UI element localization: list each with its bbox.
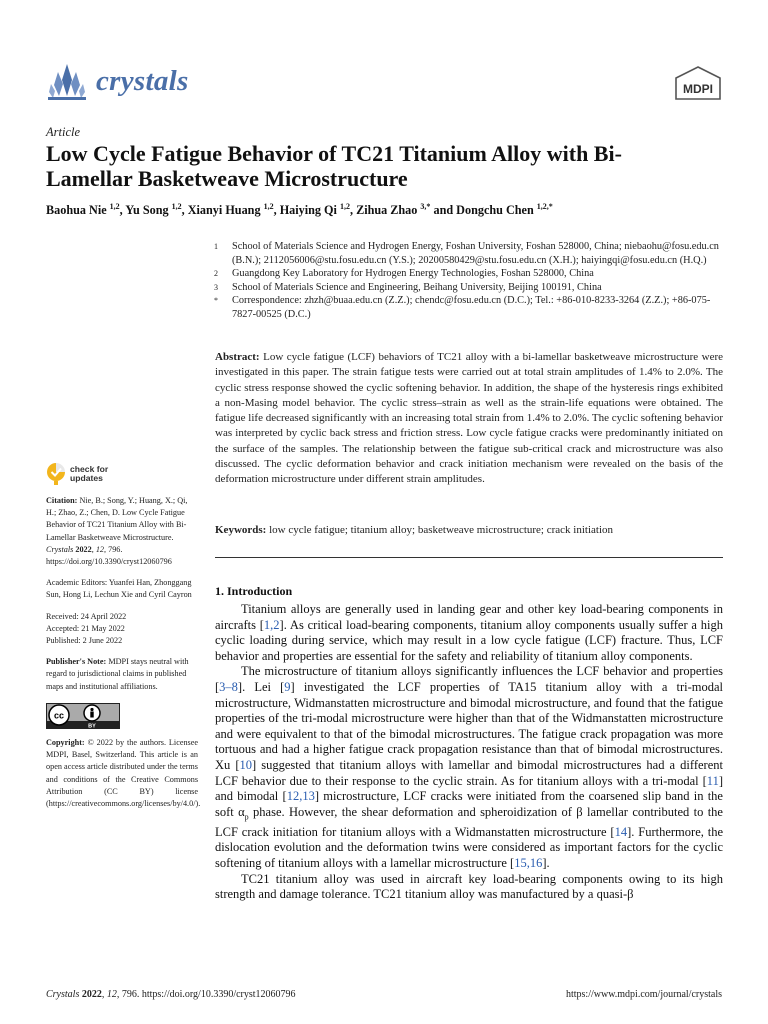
affiliation-mark: 3	[214, 282, 218, 292]
footer-doi[interactable]: , 796. https://doi.org/10.3390/cryst12060796	[116, 989, 296, 1000]
author-name[interactable]: Zihua Zhao	[356, 203, 418, 218]
section-heading: 1. Introduction	[215, 584, 293, 598]
citation: Citation: Nie, B.; Song, Y.; Huang, X.; Qi, H.; Zhao, Z.; Chen, D. Low Cycle Fatigue Behavior of TC21 Titanium Alloy with Bi-Lamellar Basketweave Microstructure. Crystals 2022, 12, 796. https://doi.org/10.3390/cryst12060796	[46, 496, 188, 567]
citation-link[interactable]: 9	[284, 679, 291, 694]
footer-volume: 12	[106, 989, 117, 1000]
svg-text:BY: BY	[88, 723, 96, 729]
author-name[interactable]: Xianyi Huang	[187, 203, 261, 218]
published-date: Published: 2 June 2022	[46, 636, 123, 646]
citation-link[interactable]: 12,13	[286, 789, 315, 804]
publisher-note-text: MDPI stays neutral with regard to jurisdictional claims in published maps and institutional affiliations.	[46, 657, 189, 691]
introduction-body	[215, 602, 723, 903]
affiliation-item	[214, 281, 724, 295]
divider	[215, 557, 723, 558]
affiliation-mark: 2	[214, 269, 218, 278]
academic-editors: Academic Editors: Yuanfei Han, Zhonggang Sun, Hong Li, Lechun Xie and Cyril Cayron	[46, 578, 192, 600]
affiliation-item	[214, 294, 724, 321]
copyright-text: © 2022 by the authors. Licensee MDPI, Basel, Switzerland. This article is an open access article distributed under the terms and conditions of the Creative Commons Attribution (CC BY) license (https://creativecommons.org/licenses/by/4.0/).	[46, 738, 201, 809]
citation-link[interactable]: 3–8	[219, 679, 238, 694]
article-type: Article	[46, 125, 81, 139]
publisher-note-label: Publisher's Note:	[46, 657, 107, 667]
footer-journal: Crystals	[46, 989, 80, 1000]
affiliation-item	[214, 267, 724, 281]
citation-text: Nie, B.; Song, Y.; Huang, X.; Qi, H.; Zhao, Z.; Chen, D. Low Cycle Fatigue Behavior of TC21 Titanium Alloy with Bi-Lamellar Basketweave Microstructure.	[46, 496, 188, 542]
intro-paragraph: The microstructure of titanium alloys significantly influences the LCF behavior and properties [3–8]. Lei [9] investigated the LCF properties of TA15 titanium alloy with a tri-modal microstructure, Widmanstatten microstructure and bimodal microstructure, and found that the fatigue properties of the tri-modal microstructure were higher than that of the Widmanstatten microstructure and were equivalent to that of the bimodal microstructures. The fatigue crack propagation was more tortuous and had a higher fatigue crack propagation resistance than that of bimodal microstructures. Xu [10] suggested that titanium alloys with lamellar and bimodal microstructures had a different LCF behavior due to their response to the cyclic strain. As for titanium alloys with a tri-modal [11] and bimodal [12,13] microstructure, LCF cracks were initiated from the coarsened slip band in the soft $\alpha_p$ phase. However, the shear deformation and spheroidization of β lamellar contributed to the LCF crack initiation for titanium alloys with a Widmanstatten microstructure [14]. Furthermore, the dislocation evolution and the deformation twins were considered as important factors for the cyclic softening of titanium alloys with a lamellar microstructure [15,16].	[215, 664, 724, 870]
keywords	[215, 524, 723, 536]
check-for-updates-button[interactable]	[46, 462, 198, 486]
citation-link[interactable]: 14	[614, 824, 628, 839]
author-name[interactable]: Yu Song	[125, 203, 169, 218]
copyright-label: Copyright:	[46, 738, 85, 748]
journal-logo[interactable]	[46, 60, 189, 102]
dates	[46, 611, 198, 648]
cc-by-license-icon[interactable]	[46, 703, 120, 729]
sidebar	[46, 462, 201, 810]
footer-year: 2022	[81, 989, 102, 1000]
citation-link[interactable]: 11	[706, 773, 719, 788]
affiliation-text: School of Materials Science and Engineering, Beihang University, Beijing 100191, China	[232, 281, 602, 293]
author-name[interactable]: Baohua Nie	[46, 203, 107, 218]
journal-name: crystals	[96, 64, 189, 97]
svg-text:cc: cc	[53, 710, 65, 721]
keywords-text: low cycle fatigue; titanium alloy; basketweave microstructure; crack initiation	[269, 524, 614, 536]
publisher-name: MDPI	[683, 82, 713, 96]
copyright	[46, 737, 201, 810]
check-updates-line1: check for	[70, 464, 109, 474]
affiliation-text: Correspondence: zhzh@buaa.edu.cn (Z.Z.); chendc@fosu.edu.cn (D.C.); Tel.: +86-010-8233-3264 (Z.Z.); +86-075-7827-00525 (D.C.)	[232, 295, 711, 320]
footer-journal-url[interactable]: https://www.mdpi.com/journal/crystals	[565, 989, 722, 1000]
mdpi-logo-icon[interactable]	[674, 66, 722, 102]
affiliation-text: Guangdong Key Laboratory for Hydrogen Energy Technologies, Foshan 528000, China	[232, 268, 594, 279]
abstract	[215, 350, 723, 488]
check-updates-line2: updates	[70, 473, 103, 483]
abstract-text: Low cycle fatigue (LCF) behaviors of TC21 alloy with a bi-lamellar basketweave microstructure were investigated in this paper. The strain fatigue tests were carried out at total strain amplitudes of 1.4% to 2.0%. The cyclic stress response showed the cyclic softening behavior. In addition, the shape of the hysteresis rings exhibited a non-Masing model behavior. The cyclic stress–strain as well as the strain-life equations were obtained. The fatigue life decreased significantly with an increasing total strain from 1.4% to 2.0%. The cyclic softening behavior was interpreted by cyclic back stress and friction stress. Low cycle fatigue cracks were predominantly initiated on the surface of the samples. The relationship between the fatigue sub-critical crack and microstructure was also discussed. The cyclic deformation behavior and crack initiation mechanism were revealed on the basis of the deformation microstructure under different strain amplitudes.	[215, 351, 724, 486]
author-name[interactable]: Haiying Qi	[279, 203, 337, 218]
citation-journal: Crystals	[46, 544, 74, 554]
accepted-date: Accepted: 21 May 2022	[46, 623, 125, 633]
affiliations	[214, 240, 724, 321]
affiliation-item	[214, 240, 724, 267]
author-affiliation-mark: 1,2,*	[536, 202, 553, 211]
author-affiliation-mark: 1,2	[171, 202, 182, 211]
abstract-label: Abstract:	[215, 351, 260, 363]
citation-link[interactable]: 1,2	[263, 617, 280, 632]
citation-link[interactable]: 15,16	[514, 856, 543, 870]
author-affiliation-mark: 3,*	[420, 202, 431, 211]
article-title: Low Cycle Fatigue Behavior of TC21 Titanium Alloy with Bi-Lamellar Basketweave Microstructure	[46, 141, 622, 191]
author-affiliation-mark: 1,2	[109, 202, 120, 211]
crystals-logo-icon	[46, 60, 88, 102]
received-date: Received: 24 April 2022	[46, 611, 127, 621]
journal-header	[46, 60, 722, 104]
affiliation-text: School of Materials Science and Hydrogen Energy, Foshan University, Foshan 528000, China; niebaohu@fosu.edu.cn (B.N.); 2112056006@stu.fosu.edu.cn (Y.S.); 20200580429@stu.fosu.edu.cn (X.H.); haiyingqi@fosu.edu.cn (H.Q.)	[232, 241, 719, 266]
author-affiliation-mark: 1,2	[339, 202, 350, 211]
intro-paragraph: Titanium alloys are generally used in landing gear and other key load-bearing components in aircrafts [1,2]. As critical load-bearing components, titanium alloy components usually suffer a high cyclic loading during service, which may result in a low cycle fatigue (LCF) fracture. Thus, LCF behavior and properties are essential for the safety and reliability of titanium alloy components.	[215, 602, 723, 663]
keywords-label: Keywords:	[215, 524, 267, 536]
author-name[interactable]: Dongchu Chen	[456, 203, 534, 218]
affiliation-mark: 1	[214, 242, 218, 251]
citation-link[interactable]: 10	[239, 757, 253, 772]
author-affiliation-mark: 1,2	[263, 202, 274, 211]
citation-doi[interactable]: , 796. https://doi.org/10.3390/cryst12060796	[46, 544, 172, 567]
intro-paragraph: TC21 titanium alloy was used in aircraft key load-bearing components owing to its high strength and damage tolerance. TC21 titanium alloy was manufactured by a quasi-β	[215, 871, 723, 902]
footer-citation: Crystals 2022, 12, 796. https://doi.org/10.3390/cryst12060796	[46, 989, 296, 1000]
author-list: Baohua Nie $^{1,2}$, Yu Song $^{1,2}$, Xianyi Huang $^{1,2}$, Haiying Qi $^{1,2}$, Zihua Zhao $^{3,*}$ and Dongchu Chen $^{1,2,*}$	[46, 202, 553, 218]
citation-label: Citation:	[46, 496, 78, 505]
check-updates-icon	[46, 462, 66, 486]
citation-year: 2022	[75, 544, 92, 554]
citation-volume: 12	[95, 544, 105, 554]
publisher-note	[46, 656, 198, 693]
affiliation-mark: *	[214, 296, 218, 305]
